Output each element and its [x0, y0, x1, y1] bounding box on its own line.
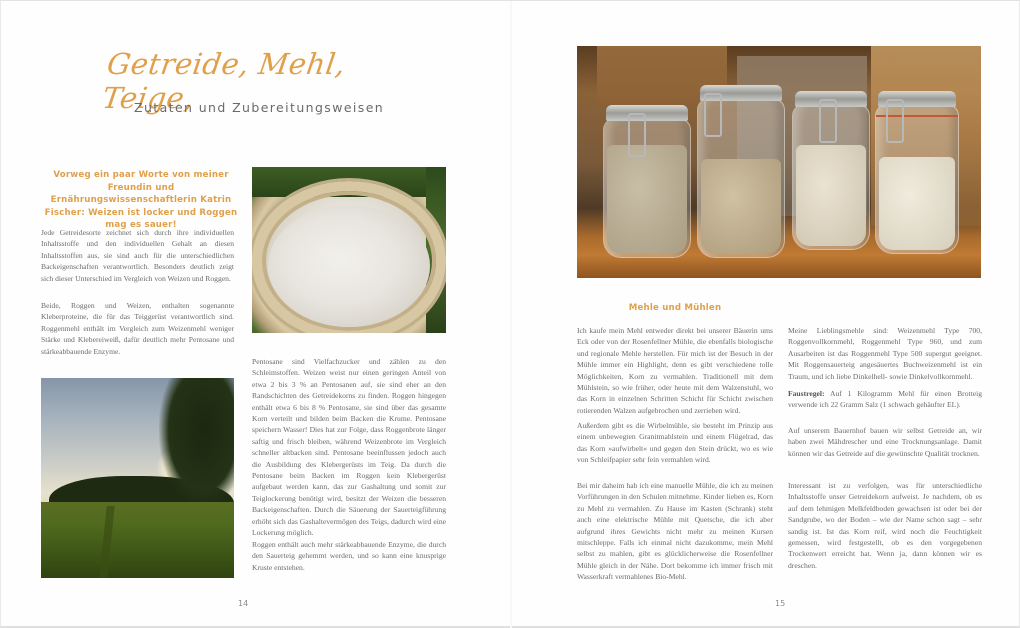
paragraph: Auf unserem Bauernhof bauen wir selbst Getreide an, wir haben zwei Mähdrescher und eine Trocknungsanlage. Damit können wir das Getreide auf die gewünschte Qualität trocknen.	[788, 426, 982, 458]
paragraph: Jede Getreidesorte zeichnet sich durch ihre individuellen Inhaltsstoffe und den individuellen Gehalt an diesen Inhaltsstoffen aus, sie sind auch für die unterschiedlichen Backeigenschaften verantwortlich. Besonders deutlich zeigt sich dieser Unterschied im Vergleich von Weizen und Roggen.	[41, 228, 234, 283]
flour-surface	[268, 205, 430, 327]
chapter-title: Getreide, Mehl, Teige,	[100, 47, 348, 115]
page-number-left: 14	[238, 599, 249, 608]
page-number-right: 15	[775, 599, 786, 608]
grain-field-photo	[41, 378, 234, 578]
jar	[603, 118, 691, 258]
chapter-subtitle: Zutaten und Zubereitungsweisen	[134, 100, 385, 115]
paragraph: Beide, Roggen und Weizen, enthalten sogenannte Kleberproteine, die für das Teiggerüst verantwortlich sind. Roggenmehl enthält im Vergleich zum Weizenmehl weniger Stärke und Klebereiweiß, dafür deutlich mehr Pentosane und stärkeabbauende Enzyme.	[41, 301, 234, 356]
jar	[875, 104, 959, 254]
paragraph: Bei mir daheim hab ich eine manuelle Mühle, die ich zu meinen Vorführungen in den Schulen mitnehme. Kinder lieben es, Korn zu Mehl zu vermahlen. Zu Hause im Kasten (Schrank) steht auch eine elektrische Mühle mit Quetsche, die ich aber aufgrund ihres Gewichts nicht mehr zu meinen Kursen mitschleppe. Falls ich einmal nicht dazukomme, mein Mehl selbst zu mahlen, gibt es glücklicherweise die Rosenfellner Mühle gleich in der Nähe. Dort bekomme ich immer frisch mit Wasserkraft vermahlenes Bio-Mehl.	[577, 481, 773, 582]
paragraph: Außerdem gibt es die Wirbelmühle, sie besteht im Prinzip aus einem unbewegten Granitmahlstein und einem Flügelrad, das das Korn »aufwirbelt« und gegen den Stein drückt, wo es wie von Schleifpapier sehr fein vermahlen wird.	[577, 421, 773, 465]
section-heading: Mehle und Mühlen	[628, 303, 722, 313]
jar	[792, 104, 870, 250]
paragraph: Interessant ist zu verfolgen, was für unterschiedliche Inhaltsstoffe unser Getreidekorn aufweist. Je nachdem, ob es auf dem lehmigen Melkfeldboden gewachsen ist oder bei der Sandgrube, wo der Boden – wie der Name schon sagt – sehr sandig ist. Ist das Korn reif, wird noch die Feuchtigkeit gemessen, wird festgestellt, ob es den vorgegebenen Trockenwert erreicht hat. Wenn ja, dann können wir es dreschen.	[788, 481, 982, 570]
tip-paragraph	[788, 388, 982, 411]
grain-crop	[41, 502, 234, 578]
tree	[159, 378, 234, 508]
tip-text: Auf 1 Kilogramm Mehl für einen Brotteig verwende ich 22 Gramm Salz (1 schwach gehäufter EL).	[788, 389, 982, 410]
page-gutter	[510, 1, 512, 628]
tip-label: Faustregel:	[788, 389, 825, 398]
intro-highlight: Vorweg ein paar Worte von meiner Freundin und Ernährungswissenschaftlerin Katrin Fischer: Weizen ist locker und Roggen mag es sauer!	[44, 170, 238, 230]
paragraph: Ich kaufe mein Mehl entweder direkt bei unserer Bäuerin ums Eck oder von der Rosenfellner Mühle, die ebenfalls biologische und regionale Mehle herstellen. Für mich ist der Besuch in der Mühle immer ein Highlight, denn es gibt verschiedene tolle Möglichkeiten, Korn zu vermahlen. Traditionell mit dem Mühlstein, so wie früher, oder heute mit dem Walzenstuhl, wo das Korn in einzelnen Schritten Schicht für Schicht zwischen rotierenden Walzen aufgebrochen und zerrieben wird.	[577, 326, 773, 415]
paragraph: Pentosane sind Vielfachzucker und zählen zu den Schleimstoffen. Weizen weist nur einen geringen Anteil von etwa 2 bis 3 % an Pentosanen auf, sie sind eher an den Randschichten des Getreidekorns zu finden. Roggen hingegen enthält etwa 6 bis 8 % Pentosane, sie sind über das gesamte Korn verteilt und bilden beim Backen die Krume. Pentosane speichern Wasser! Dies hat zur Folge, dass Roggenbrote länger saftig und frisch bleiben, während Weizenbrote im Vergleich schneller altbacken sind. Pentosane beeinflussen jedoch auch die Ausbildung des Klebergerüsts im Teig. Da durch die Pentosane beim Backen im Roggen kein Klebergerüst aufgebaut werden kann, das zur Gashaltung und somit zur Teiglockerung benötigt wird, besitzt der Weizen die besseren Backeigenschaften. Durch die Säuerung der Sauerteigführung erhöht sich das Gashaltevermögen des Teigs, dadurch wird eine Lockerung möglich.	[252, 357, 446, 538]
flour-bowl-photo	[252, 167, 446, 333]
jar	[697, 98, 785, 258]
flour-jars-photo	[577, 46, 981, 278]
paragraph: Meine Lieblingsmehle sind: Weizenmehl Type 700, Roggenvollkornmehl, Roggenmehl Type 960, und zum Ausarbeiten ist das Roggenmehl Type 500 supergut geeignet. Mit Roggensauerteig angesäuertes Buchweizenmehl ist ein Traum, und ich liebe Dinkelhell- sowie Dinkelvollkornmehl.	[788, 326, 982, 381]
paragraph: Roggen enthält auch mehr stärkeabbauende Enzyme, die durch den Sauerteig gehemmt werden, und so kann eine knusprige Kruste entstehen.	[252, 540, 446, 572]
